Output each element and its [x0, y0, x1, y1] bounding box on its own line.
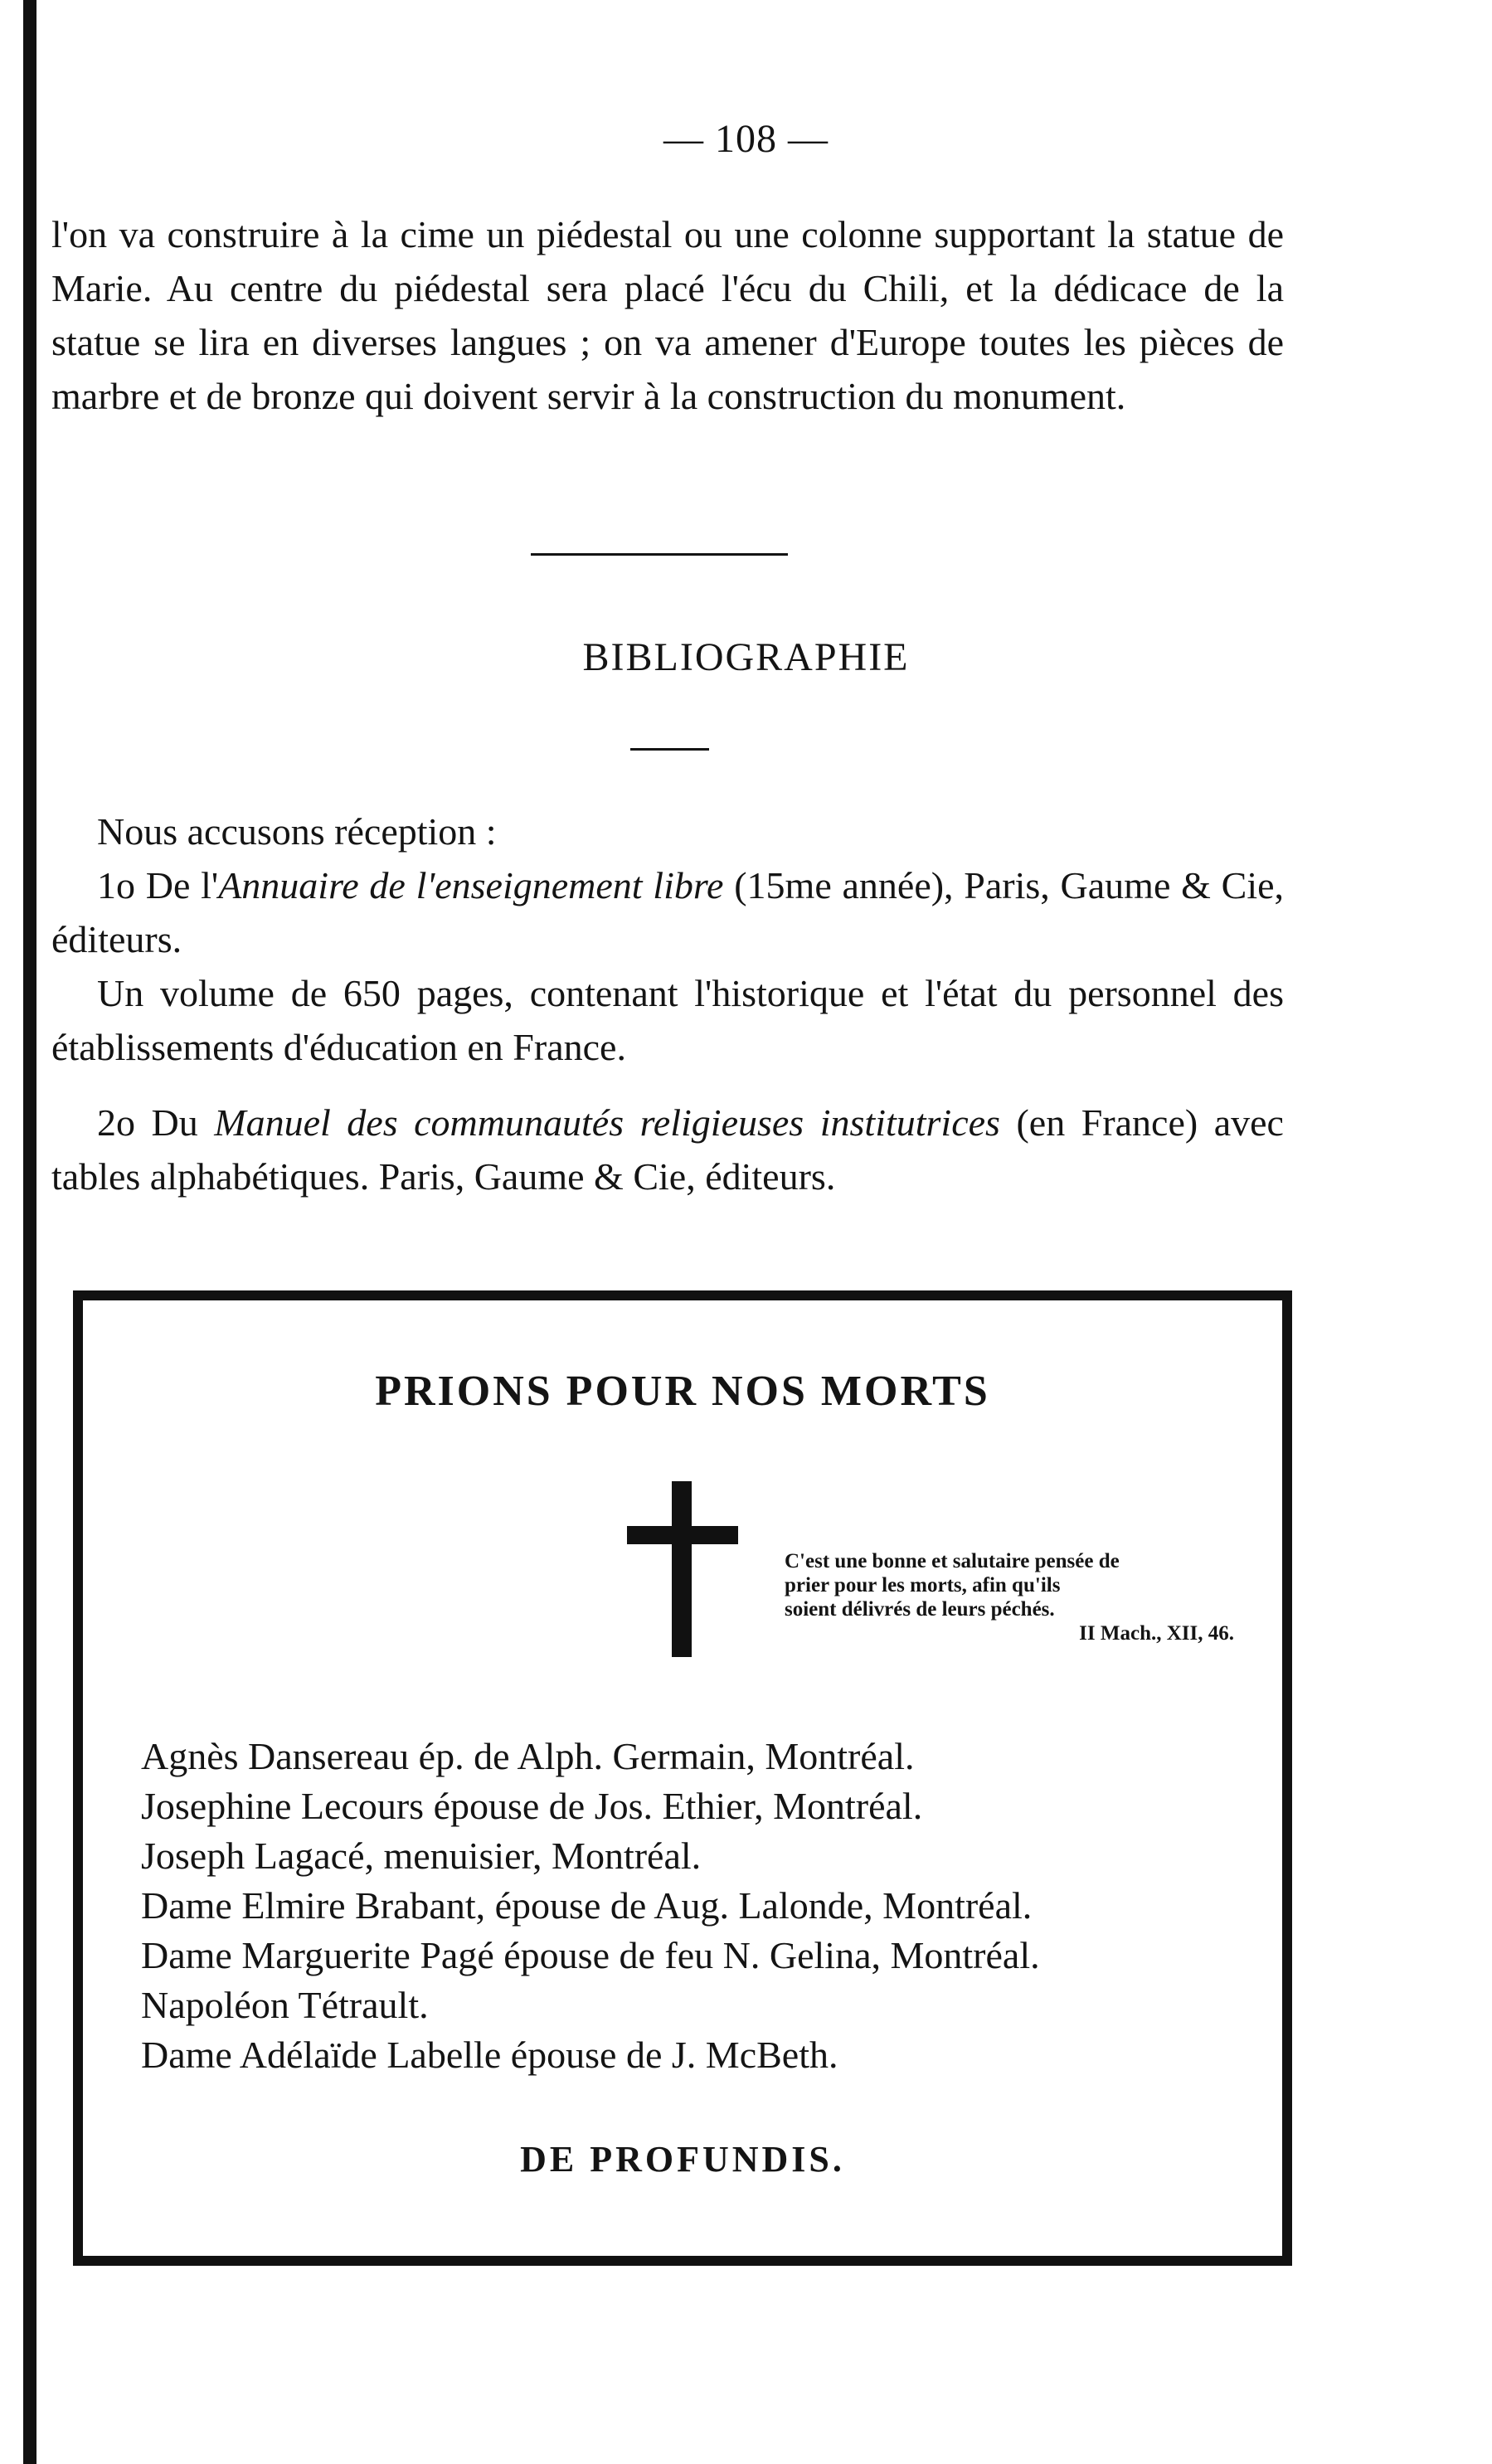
item-1-suffix: (15me année), Paris, Gaume & Cie, éditeurs.	[51, 864, 1285, 960]
item-2-title: Manuel des communautés religieuses institutrices	[214, 1101, 1000, 1144]
obituary-title: PRIONS POUR NOS MORTS	[375, 1368, 990, 1415]
bibliography-item-1	[51, 858, 1284, 966]
bibliography-item-2	[51, 1096, 1284, 1203]
deceased-name: Dame Elmire Brabant, épouse de Aug. Lalonde, Montréal.	[141, 1884, 1033, 1927]
intro-paragraph: l'on va construire à la cime un piédestal ou une colonne supportant la statue de Marie. Au centre du piédestal sera placé l'écu du Chili, et la dédicace de la statue se lira en diverses langues ; on va amener d'Europe toutes les pièces de marbre et de bronze qui doivent servir à la construction du monument.	[51, 213, 1284, 417]
deceased-name: Joseph Lagacé, menuisier, Montréal.	[141, 1835, 702, 1877]
item-1-prefix: 1o De l'	[97, 864, 219, 906]
item-2-prefix: 2o Du	[97, 1101, 215, 1144]
closing-prayer: DE PROFUNDIS.	[520, 2139, 845, 2180]
quote-line: soient délivrés de leurs péchés.	[785, 1598, 1055, 1621]
quote-line: prier pour les morts, afin qu'ils	[785, 1574, 1061, 1596]
scripture-quote	[785, 1549, 1267, 1645]
deceased-name: Dame Adélaïde Labelle épouse de J. McBeth.	[141, 2034, 838, 2076]
bibliography-block	[51, 804, 1284, 1203]
quote-line: C'est une bonne et salutaire pensée de	[785, 1550, 1120, 1572]
cross-horizontal-bar	[627, 1526, 738, 1544]
obituary-frame	[73, 1290, 1292, 2266]
page-number: — 108 —	[663, 117, 829, 161]
title-divider	[630, 748, 709, 751]
item-1-title: Annuaire de l'enseignement libre	[218, 864, 724, 906]
deceased-name: Dame Marguerite Pagé épouse de feu N. Gelina, Montréal.	[141, 1934, 1040, 1976]
section-divider	[531, 553, 788, 556]
item-2-suffix: (en France) avec tables alphabétiques. Paris, Gaume & Cie, éditeurs.	[51, 1101, 1284, 1198]
bibliography-title: BIBLIOGRAPHIE	[582, 635, 910, 679]
deceased-name: Josephine Lecours épouse de Jos. Ethier, Montréal.	[141, 1785, 923, 1827]
intro-paragraph-block	[51, 207, 1284, 423]
quote-source: II Mach., XII, 46.	[1079, 1622, 1234, 1645]
deceased-name: Agnès Dansereau ép. de Alph. Germain, Montréal.	[141, 1735, 915, 1777]
deceased-list	[141, 1732, 1040, 2080]
bibliography-item-1-note: Un volume de 650 pages, contenant l'historique et l'état du personnel des établissements d'éducation en France.	[51, 972, 1284, 1068]
cross-vertical-bar	[672, 1481, 692, 1657]
left-border-bar	[23, 0, 36, 2464]
bibliography-lead: Nous accusons réception :	[97, 810, 497, 853]
deceased-name: Napoléon Tétrault.	[141, 1984, 429, 2026]
